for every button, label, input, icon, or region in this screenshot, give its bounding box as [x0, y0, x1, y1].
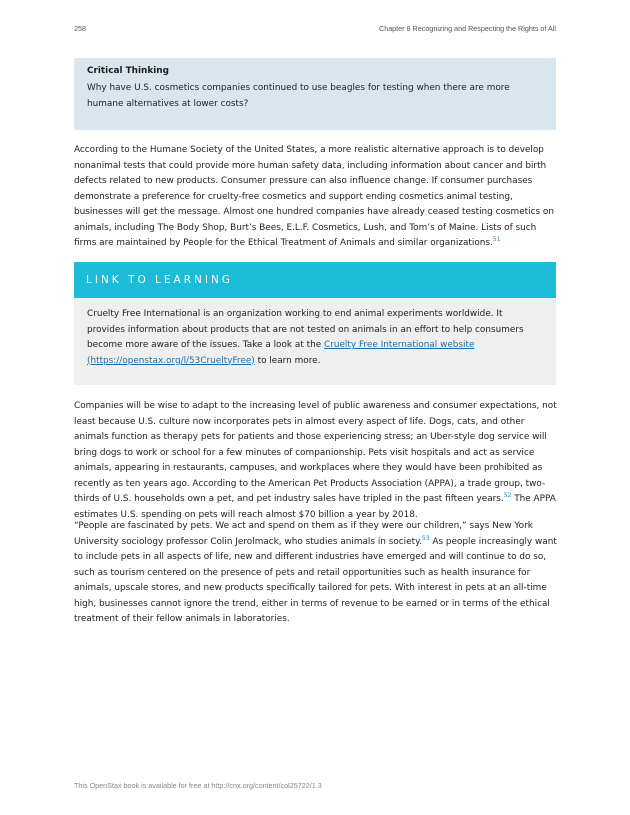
critical-thinking-question: Why have U.S. cosmetics companies continued to use beagles for testing when there are more humane alternatives at lower costs? — [87, 83, 510, 109]
page-footer: This OpenStax book is available for free at http://cnx.org/content/col25722/1.3 — [74, 781, 322, 790]
footnote-ref-53[interactable]: 53 — [421, 534, 430, 542]
paragraph-text-continued: The APPA estimates U.S. spending on pets will reach almost $70 billion a year by 2018. — [74, 494, 556, 520]
paragraph-humane-society — [74, 143, 558, 252]
paragraph-text: According to the Humane Society of the United States, a more realistic alternative approach is to develop nonanimal tests that could provide more human safety data, including information about cancer and birth defects related to new products. Consumer pressure can also influence change. If consumer purchases demonstrate a preference for cruelty-free cosmetics and support ending cosmetics animal testing, businesses will get the message. Almost one hundred companies have already ceased testing cosmetics on animals, including The Body Shop, Burt’s Bees, E.L.F. Cosmetics, Lush, and Tom’s of Maine. Lists of such firms are maintained by People for the Ethical Treatment of Animals and similar organizations. — [74, 145, 554, 248]
page-number: 258 — [74, 24, 86, 33]
link-to-learning-box — [74, 262, 556, 385]
critical-thinking-title: Critical Thinking — [87, 66, 169, 76]
chapter-title: Chapter 8 Recognizing and Respecting the Rights of All — [379, 24, 556, 33]
footnote-ref-51[interactable]: 51 — [492, 236, 501, 243]
link-body-tail: to learn more. — [254, 355, 321, 366]
link-body-text: Cruelty Free International is an organization working to end animal experiments worldwide. It provides information about products that are not tested on animals in an effort to help consumers become more aware of the issues. Take a look at the — [87, 309, 524, 350]
footnote-ref-52[interactable]: 52 — [503, 492, 512, 499]
paragraph-text: Companies will be wise to adapt to the increasing level of public awareness and consumer expectations, not least because U.S. culture now incorporates pets in almost every aspect of life. Dogs, cats, and other animals function as therapy pets for patients and those experiencing stress; an Uber-style dog service will bring dogs to work or school for a few minutes of companionship. Pets visit hospitals and act as service animals, appearing in restaurants, campuses, and workplaces where they would have been prohibited as recently as ten years ago. According to the American Pet Products Association (APPA), a trade group, two-thirds of U.S. households own a pet, and pet industry sales have tripled in the past fifteen years. — [74, 401, 557, 504]
paragraph-text-continued: As people increasingly want to include pets in all aspects of life, new and different industries have emerged and will continue to do so, such as tourism centered on the presence of pets and retail opportunities such as health insurance for animals, upscale stores, and new products specifically tailored for pets. With interest in pets at an all-time high, businesses cannot ignore the trend, either in terms of revenue to be earned or in terms of the ethical treatment of their fellow animals in laboratories. — [74, 536, 557, 624]
link-to-learning-banner: LINK TO LEARNING — [74, 262, 556, 298]
link-to-learning-body — [74, 298, 556, 369]
paragraph-pets-culture — [74, 399, 558, 523]
paragraph-text: “People are fascinated by pets. We act and spend on them as if they were our children,” says New York University sociology professor Colin Jerolmack, who studies animals in society. — [74, 521, 533, 547]
critical-thinking-box — [74, 58, 556, 130]
cruelty-free-link[interactable]: Cruelty Free International website (https://openstax.org/l/53CrueltyFree) — [87, 340, 475, 366]
paragraph-pets-fascination — [74, 519, 558, 628]
